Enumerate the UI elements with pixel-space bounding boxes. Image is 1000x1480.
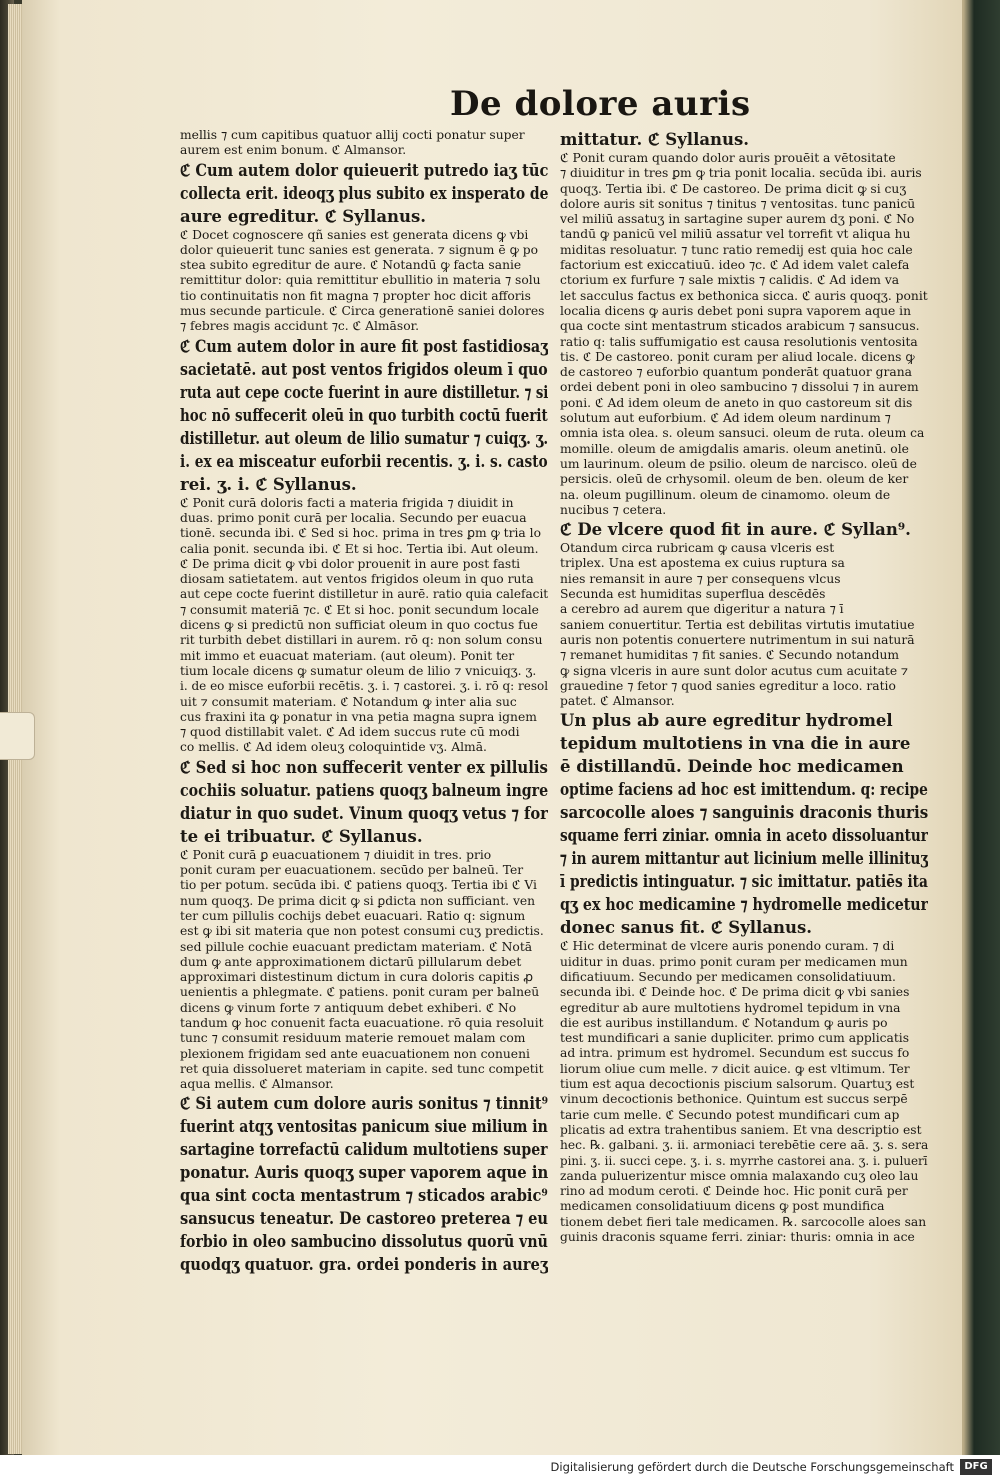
text-line: um laurinum. oleum de psilio. oleum de narcisco. oleū de	[560, 456, 917, 471]
text-line: miditas resoluatur. ⁊ tunc ratio remedij est quia hoc cale	[560, 242, 913, 257]
text-line: ctorium ex furfure ⁊ sale mixtis ⁊ calidis. ℭ Ad idem va	[560, 273, 900, 288]
text-line: hec. ℞. galbani. ʒ. ii. armoniaci terebētie cere aā. ʒ. s. sera	[560, 1138, 928, 1153]
text-line: solutum aut euforbium. ℭ Ad idem oleum nardinum ⁊	[560, 411, 891, 426]
text-line: zanda puluerizentur misce omnia malaxando cuʒ oleo lau	[560, 1168, 919, 1183]
dfg-logo: DFG	[960, 1459, 992, 1475]
text-line: tarie cum melle. ℭ Secundo potest mundificari cum ap	[560, 1107, 900, 1122]
text-line: qua sint cocta mentastrum ⁊ sticados arabic⁹	[180, 1186, 548, 1206]
text-line: ordei debent poni in oleo sambucino ⁊ dissolui ⁊ in aurem	[560, 380, 919, 395]
text-line: ℭ Ponit curā doloris facti a materia frigida ⁊ diuidit in	[180, 495, 514, 510]
text-line: ℭ Hic determinat de vlcere auris ponendo curam. ⁊ di	[560, 939, 895, 954]
page-title: De dolore auris	[450, 84, 751, 124]
text-line: ⁊ quod distillabit valet. ℭ Ad idem succus rute cū modi	[180, 725, 520, 740]
text-line: egreditur ab aure multotiens hydromel tepidum in vna	[560, 1000, 901, 1015]
text-line: mus secunde particule. ℭ Circa generationē saniei dolores	[180, 304, 545, 319]
text-line: medicamen consolidatiuum dicens ꝙ post mundifica	[560, 1199, 885, 1214]
text-line: tio per potum. secūda ibi. ℭ patiens quoqʒ. Tertia ibi ℭ Vi	[180, 878, 537, 893]
text-line: factorium est exiccatiuū. ideo ⁊c. ℭ Ad idem valet calefa	[560, 258, 910, 273]
text-line: nies remansit in aure ⁊ per consequens vlcus	[560, 571, 841, 586]
digitization-footer	[0, 1455, 1000, 1480]
text-line: uit ⁊ consumit materiam. ℭ Notandum ꝙ inter alia suc	[180, 694, 517, 709]
text-line: guinis draconis squame ferri. ziniar: thuris: omnia in ace	[560, 1230, 915, 1245]
text-line: ⁊ consumit materiā ⁊c. ℭ Et si hoc. ponit secundum locale	[180, 602, 539, 617]
text-line: uenientis a phlegmate. ℭ patiens. ponit curam per balneū	[180, 985, 540, 1000]
text-line: ⁊ diuiditur in tres ꝑm ꝙ tria ponit localia. secūda ibi. auris	[560, 166, 922, 181]
text-line: saniem conuertitur. Tertia est debilitas virtutis imutatiue	[560, 617, 915, 632]
text-line: dicens ꝙ vinum forte ⁊ antiquum debet exhiberi. ℭ No	[180, 1000, 517, 1015]
text-line: quodqʒ quatuor. gra. ordei ponderis in aureʒ	[180, 1255, 548, 1275]
text-line: tandū ꝙ panicū vel miliū assatur vel torrefit vt aliqua hu	[560, 227, 911, 242]
text-line: de castoreo ⁊ euforbio quantum ponderāt quatuor grana	[560, 365, 912, 380]
text-line: quoqʒ. Tertia ibi. ℭ De castoreo. De prima dicit ꝙ si cuʒ	[560, 181, 907, 196]
text-line: Otandum circa rubricam ꝙ causa vlceris est	[560, 541, 835, 556]
text-line: aurem est enim bonum. ℭ Almansor.	[180, 143, 407, 158]
text-line: ⁊ in aurem mittantur aut licinium melle illinituʒ	[560, 849, 928, 869]
footer-credit: Digitalisierung gefördert durch die Deutsche Forschungsgemeinschaft	[550, 1460, 954, 1474]
text-line: approximari distestinum dictum in cura doloris capitis ꝓ	[180, 970, 533, 985]
text-line: ℭ Sed si hoc non suffecerit venter ex pillulis	[180, 757, 548, 777]
text-line: aqua mellis. ℭ Almansor.	[180, 1077, 334, 1092]
text-line: cochiis soluatur. patiens quoqʒ balneum ingre	[180, 780, 548, 800]
text-line: ratio q: talis suffumigatio est causa resolutionis ventosita	[560, 334, 918, 349]
bookmark-strip	[0, 712, 35, 760]
text-line: dificatiuum. Secundo per medicamen consolidatiuum.	[560, 969, 896, 984]
text-line: stea subito egreditur de aure. ℭ Notandū ꝙ facta sanie	[180, 258, 522, 273]
text-line: ī predictis intinguatur. ⁊ sic imittatur. patiēs ita	[560, 872, 928, 892]
text-line: i. de eo misce euforbii recētis. ʒ. i. ⁊ castorei. ʒ. i. rō q: resol	[180, 679, 548, 694]
right-text-column	[560, 128, 928, 1298]
text-line: tium est aqua decoctionis piscium salsorum. Quartuʒ est	[560, 1077, 915, 1092]
text-line: pini. ʒ. ii. succi cepe. ʒ. i. s. myrrhe castorei ana. ʒ. i. puluerī	[560, 1153, 928, 1168]
text-line: localia dicens ꝙ auris debet poni supra vaporem aque in	[560, 303, 912, 318]
text-line: aut cepe cocte fuerint distilletur in aurē. ratio quia calefacit	[180, 587, 548, 602]
text-line: tandum ꝙ hoc conuenit facta euacuatione. rō quia resoluit	[180, 1015, 544, 1030]
text-line: a cerebro ad aurem que digeritur a natura ⁊ ī	[560, 602, 844, 617]
text-line: ruta aut cepe cocte fuerint in aure distilletur. ⁊ si	[180, 382, 548, 402]
text-line: vinum decoctionis bethonice. Quintum est succus serpē	[560, 1092, 908, 1107]
text-line: nucibus ⁊ cetera.	[560, 502, 667, 517]
text-line: dicens ꝙ si predictū non sufficiat oleum in quo coctus fue	[180, 618, 538, 633]
text-line: ter cum pillulis cochijs debet euacuari. Ratio q: signum	[180, 908, 526, 923]
text-line: ⁊ febres magis accidunt ⁊c. ℭ Almāsor.	[180, 319, 420, 334]
text-line: vel miliū assatuʒ in sartagine super aurem dʒ poni. ℭ No	[560, 212, 915, 227]
text-line: secunda ibi. ℭ Deinde hoc. ℭ De prima dicit ꝙ vbi sanies	[560, 985, 910, 1000]
text-line: squame ferri ziniar. omnia in aceto dissoluantur	[560, 826, 928, 846]
text-line: remittitur dolor: quia remittitur ebullitio in materia ⁊ solu	[180, 273, 541, 288]
text-line: rit turbith debet distillari in aurem. rō q: non solum consu	[180, 633, 543, 648]
text-line: sansucus teneatur. De castoreo preterea ⁊ eu	[180, 1209, 548, 1229]
text-line: tionem debet fieri tale medicamen. ℞. sarcocolle aloes san	[560, 1214, 927, 1229]
text-line: die est auribus instillandum. ℭ Notandum ꝙ auris po	[560, 1015, 888, 1030]
text-line: ponatur. Auris quoqʒ super vaporem aque in	[180, 1163, 548, 1183]
text-line: sartagine torrefactū calidum multotiens super	[180, 1140, 548, 1160]
text-line: num quoqʒ. De prima dicit ꝙ si ꝑdicta non sufficiant. ven	[180, 893, 536, 908]
text-line: plicatis ad extra trahentibus saniem. Et vna descriptio est	[560, 1122, 922, 1137]
text-line: ℭ Cum autem dolor in aure fit post fastidiosaʒ	[180, 336, 548, 356]
text-line: tium locale dicens ꝙ sumatur oleum de lilio ⁊ vnicuiqʒ. ʒ.	[180, 663, 537, 678]
text-line: ꝙ signa vlceris in aure sunt dolor acutus cum acuitate ⁊	[560, 663, 909, 678]
text-line: ⁊ remanet humiditas ⁊ fit sanies. ℭ Secundo notandum	[560, 648, 900, 663]
text-line: ℭ De prima dicit ꝙ vbi dolor prouenit in aure post fasti	[180, 556, 521, 571]
text-line: co mellis. ℭ Ad idem oleuʒ coloquintide vʒ. Almā.	[180, 740, 487, 755]
text-line: diatur in quo sudet. Vinum quoqʒ vetus ⁊ for	[180, 803, 548, 823]
text-line: i. ex ea misceatur euforbii recentis. ʒ. i. s. casto	[180, 451, 548, 471]
text-line: ℭ Ponit curam quando dolor auris prouēit a vētositate	[560, 151, 896, 165]
text-line: patet. ℭ Almansor.	[560, 694, 675, 709]
text-line: optime faciens ad hoc est imittendum. q: recipe	[560, 780, 928, 800]
text-line: ret quia dissolueret materiam in capite. sed tunc competit	[180, 1061, 544, 1076]
text-line: ℭ De vlcere quod fit in aure. ℭ Syllan⁹.	[560, 520, 911, 540]
text-line: ℭ Docet cognoscere qñ sanies est generata dicens ꝙ vbi	[180, 227, 529, 242]
text-line: grauedine ⁊ fetor ⁊ quod sanies egreditur a loco. ratio	[560, 678, 896, 693]
text-line: tionē. secunda ibi. ℭ Sed si hoc. prima in tres ꝑm ꝙ tria lo	[180, 526, 541, 541]
text-line: na. oleum pugillinum. oleum de cinamomo. oleum de	[560, 487, 891, 502]
text-line: rei. ʒ. i. ℭ Syllanus.	[180, 474, 357, 494]
text-line: ponit curam per euacuationem. secūdo per balneū. Ter	[180, 863, 524, 878]
text-line: donec sanus fit. ℭ Syllanus.	[560, 918, 813, 938]
text-line: dolore auris sit sonitus ⁊ tinitus ⁊ ventositas. tunc panicū	[560, 196, 916, 211]
text-line: qʒ ex hoc medicamine ⁊ hydromelle medicetur	[560, 895, 928, 915]
text-line: ℭ Ponit curā ꝑ euacuationem ⁊ diuidit in tres. prio	[180, 847, 492, 862]
text-line: tis. ℭ De castoreo. ponit curam per aliud locale. dicens ꝙ	[560, 349, 915, 364]
text-line: mellis ⁊ cum capitibus quatuor allij cocti ponatur super	[180, 128, 525, 142]
text-line: mittatur. ℭ Syllanus.	[560, 130, 750, 149]
text-line: forbio in oleo sambucino dissolutus quorū vnū	[180, 1232, 548, 1252]
text-line: omnia ista olea. s. oleum sansuci. oleum de ruta. oleum ca	[560, 426, 925, 441]
text-line: momille. oleum de amigdalis amaris. oleum anetinū. ole	[560, 441, 909, 456]
text-line: collecta erit. ideoqʒ plus subito ex insperato de	[180, 183, 548, 203]
text-line: est ꝙ ibi sit materia que non potest consumi cuʒ predictis.	[180, 924, 544, 939]
text-line: test mundificari a sanie dupliciter. primo cum applicatis	[560, 1031, 910, 1046]
text-line: duas. primo ponit curā per localia. Secundo per euacua	[180, 510, 527, 525]
text-line: mit immo et euacuat materiam. (aut oleum). Ponit ter	[180, 648, 515, 663]
text-line: plexionem frigidam sed ante euacuationem non conueni	[180, 1046, 530, 1061]
text-line: tunc ⁊ consumit residuum materie remouet malam com	[180, 1031, 526, 1046]
text-line: ē distillandū. Deinde hoc medicamen	[560, 757, 904, 777]
text-line: Un plus ab aure egreditur hydromel	[560, 711, 893, 731]
text-line: hoc nō suffecerit oleū in quo turbith coctū fuerit	[180, 405, 548, 425]
text-line: dolor quieuerit tunc sanies est generata. ⁊ signum ē ꝙ po	[180, 242, 538, 257]
text-line: distilletur. aut oleum de lilio sumatur ⁊ cuiqʒ. ʒ.	[180, 428, 548, 448]
text-line: liorum oliue cum melle. ⁊ dicit auice. ꝙ est vltimum. Ter	[560, 1061, 910, 1076]
text-line: sed pillule cochie euacuant predictam materiam. ℭ Notā	[180, 939, 533, 954]
text-line: qua cocte sint mentastrum sticados arabicum ⁊ sansucus.	[560, 319, 920, 334]
text-line: ad intra. primum est hydromel. Secundum est succus fo	[560, 1046, 910, 1061]
text-line: Secunda est humiditas superflua descēdēs	[560, 587, 826, 602]
text-line: uiditur in duas. primo ponit curam per medicamen mun	[560, 954, 908, 969]
text-line: tio continuitatis non fit magna ⁊ propter hoc dicit afforis	[180, 288, 531, 303]
text-line: poni. ℭ Ad idem oleum de aneto in quo castoreum sit dis	[560, 395, 913, 410]
text-line: sarcocolle aloes ⁊ sanguinis draconis thuris	[560, 803, 928, 823]
text-line: tepidum multotiens in vna die in aure	[560, 734, 911, 754]
text-line: ℭ Si autem cum dolore auris sonitus ⁊ tinnit⁹	[180, 1094, 548, 1114]
text-line: fuerint atqʒ ventositas panicum siue milium in	[180, 1117, 548, 1137]
text-line: auris non potentis conuertere nutrimentum in sui naturā	[560, 632, 915, 647]
text-line: let sacculus factus ex bethonica sicca. ℭ auris quoqʒ. ponit	[560, 288, 928, 303]
text-line: calia ponit. secunda ibi. ℭ Et si hoc. Tertia ibi. Aut oleum.	[180, 541, 539, 556]
book-page	[22, 0, 962, 1455]
text-line: persicis. oleū de crhysomil. oleum de ben. oleum de ker	[560, 472, 909, 487]
text-line: triplex. Una est apostema ex cuius ruptura sa	[560, 556, 845, 571]
text-line: dum ꝙ ante approximationem dictarū pillularum debet	[180, 954, 522, 969]
left-text-column	[180, 128, 548, 1308]
text-line: te ei tribuatur. ℭ Syllanus.	[180, 826, 423, 846]
text-line: ℭ Cum autem dolor quieuerit putredo iaʒ tūc	[180, 160, 548, 180]
text-line: aure egreditur. ℭ Syllanus.	[180, 206, 427, 226]
text-line: sacietatē. aut post ventos frigidos oleum ī quo	[180, 359, 548, 379]
text-line: rino ad modum ceroti. ℭ Deinde hoc. Hic ponit curā per	[560, 1184, 908, 1199]
text-line: cus fraxini ita ꝙ ponatur in vna petia magna supra ignem	[180, 709, 537, 724]
text-line: diosam satietatem. aut ventos frigidos oleum in quo ruta	[180, 572, 534, 587]
